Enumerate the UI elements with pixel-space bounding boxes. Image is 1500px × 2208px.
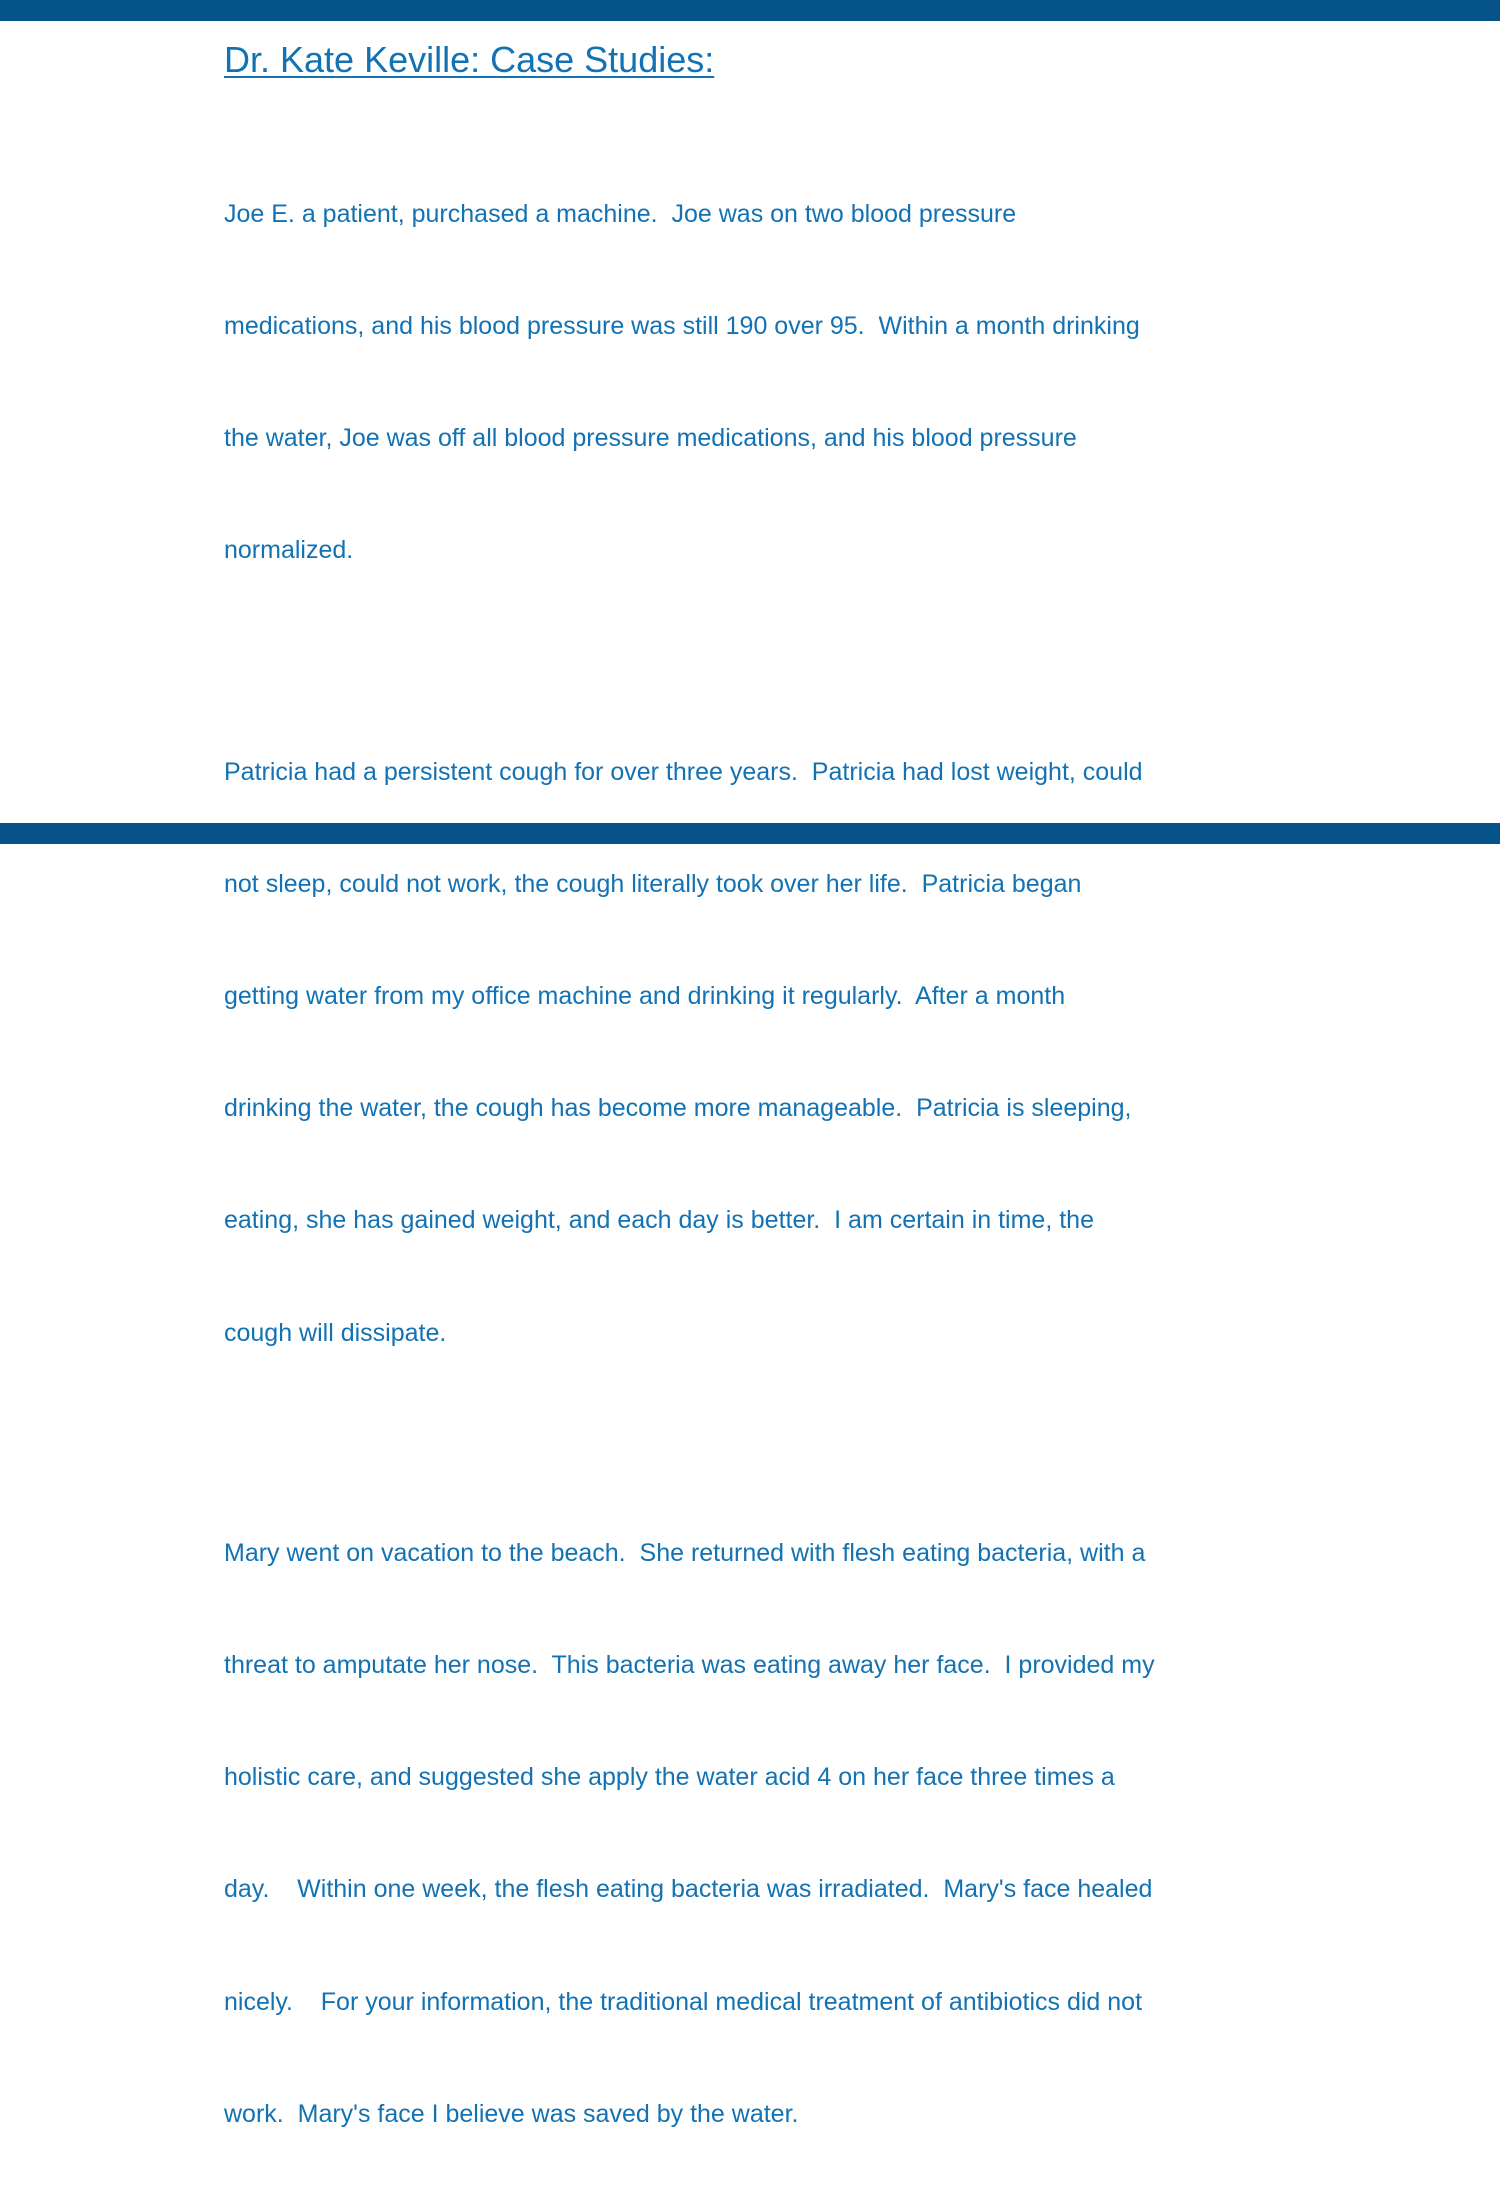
case-study-joe <box>224 121 1264 645</box>
text-line: the water, Joe was off all blood pressure medications, and his blood pressure <box>224 424 1077 453</box>
text-line: normalized. <box>224 536 354 565</box>
text-line: drinking the water, the cough has become more manageable. Patricia is sleeping, <box>224 1094 1132 1123</box>
text-line: cough will dissipate. <box>224 1318 447 1347</box>
text-line: day. Within one week, the flesh eating bacteria was irradiated. Mary's face healed <box>224 1875 1153 1904</box>
text-line: nicely. For your information, the traditional medical treatment of antibiotics did not <box>224 1987 1143 2016</box>
case-study-mary <box>224 1460 1264 2208</box>
text-line: Mary went on vacation to the beach. She returned with flesh eating bacteria, with a <box>224 1538 1146 1567</box>
text-line: not sleep, could not work, the cough literally took over her life. Patricia began <box>224 869 1082 898</box>
text-line: getting water from my office machine and drinking it regularly. After a month <box>224 981 1066 1010</box>
text-line: Patricia had a persistent cough for over three years. Patricia had lost weight, could <box>224 757 1143 786</box>
text-line: threat to amputate her nose. This bacteria was eating away her face. I provided my <box>224 1650 1155 1679</box>
case-study-patricia <box>224 679 1264 1427</box>
bottom-band <box>0 823 1500 844</box>
text-line: work. Mary's face I believe was saved by the water. <box>224 2099 799 2128</box>
text-line: eating, she has gained weight, and each day is better. I am certain in time, the <box>224 1206 1094 1235</box>
text-line: medications, and his blood pressure was still 190 over 95. Within a month drinking <box>224 312 1140 341</box>
slide-title: Dr. Kate Keville: Case Studies: <box>224 39 715 80</box>
text-line: holistic care, and suggested she apply the water acid 4 on her face three times a <box>224 1763 1115 1792</box>
slide-content <box>224 38 1264 2208</box>
text-line: Joe E. a patient, purchased a machine. Joe was on two blood pressure <box>224 199 1017 228</box>
top-band <box>0 0 1500 21</box>
